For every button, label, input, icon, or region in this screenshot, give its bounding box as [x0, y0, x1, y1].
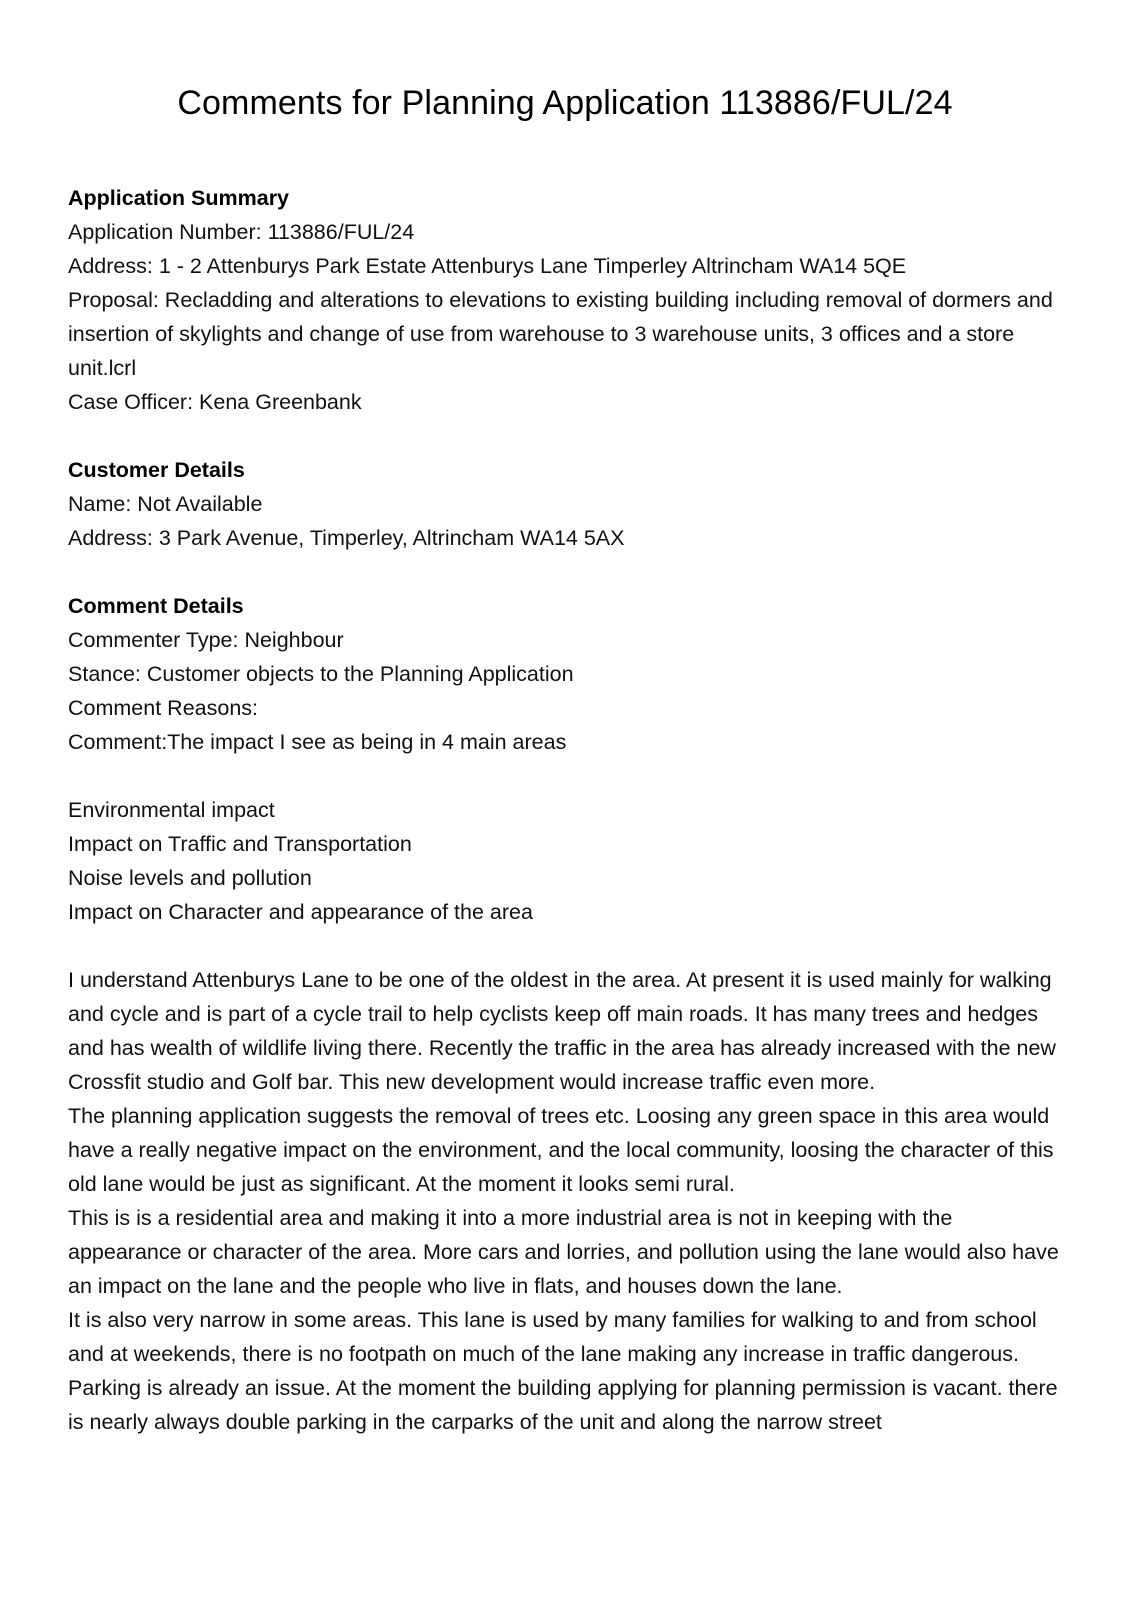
section-spacer [68, 555, 1062, 589]
comment-paragraph: The planning application suggests the removal of trees etc. Loosing any green space in this area would have a really negative impact on the environment, and the local community, loosing the character of this old lane would be just as significant. At the moment it looks semi rural. [68, 1104, 1054, 1196]
document-title: Comments for Planning Application 113886/FUL/24 [177, 84, 953, 122]
paragraph-spacer [68, 929, 1062, 963]
customer-details-heading: Customer Details [68, 458, 245, 482]
application-number: Application Number: 113886/FUL/24 [68, 220, 415, 244]
paragraph-spacer [68, 759, 1062, 793]
comment-body [68, 963, 1062, 1439]
document-body [68, 181, 1062, 1439]
comment-intro: Comment:The impact I see as being in 4 main areas [68, 730, 567, 754]
application-proposal: Proposal: Recladding and alterations to elevations to existing building including removal of dormers and insertion of skylights and change of use from warehouse to 3 warehouse units, 3 offices and a store unit.lcrl [68, 288, 1053, 380]
customer-name: Name: Not Available [68, 492, 263, 516]
application-summary-heading: Application Summary [68, 186, 290, 210]
application-summary-section [68, 181, 1062, 419]
customer-details-section [68, 453, 1062, 555]
impact-areas-list [68, 793, 1062, 929]
comment-stance: Stance: Customer objects to the Planning Application [68, 662, 574, 686]
comment-details-section [68, 589, 1062, 1439]
customer-address: Address: 3 Park Avenue, Timperley, Altrincham WA14 5AX [68, 526, 625, 550]
comment-paragraph: Parking is already an issue. At the moment the building applying for planning permission is vacant. there is nearly always double parking in the carparks of the unit and along the narrow street [68, 1376, 1058, 1434]
section-spacer [68, 419, 1062, 453]
impact-area-item: Noise levels and pollution [68, 866, 312, 890]
commenter-type: Commenter Type: Neighbour [68, 628, 344, 652]
comment-paragraph: It is also very narrow in some areas. This lane is used by many families for walking to and from school and at weekends, there is no footpath on much of the lane making any increase in traffic dangerous. [68, 1308, 1037, 1366]
comment-details-heading: Comment Details [68, 594, 244, 618]
comment-paragraph: I understand Attenburys Lane to be one of the oldest in the area. At present it is used mainly for walking and cycle and is part of a cycle trail to help cyclists keep off main roads. It has many trees and hedges and has wealth of wildlife living there. Recently the traffic in the area has already increased with the new Crossfit studio and Golf bar. This new development would increase traffic even more. [68, 968, 1056, 1094]
case-officer: Case Officer: Kena Greenbank [68, 390, 362, 414]
impact-area-item: Impact on Character and appearance of the area [68, 900, 533, 924]
application-address: Address: 1 - 2 Attenburys Park Estate Attenburys Lane Timperley Altrincham WA14 5QE [68, 254, 907, 278]
impact-area-item: Impact on Traffic and Transportation [68, 832, 412, 856]
impact-area-item: Environmental impact [68, 798, 275, 822]
comment-reasons: Comment Reasons: [68, 696, 258, 720]
comment-paragraph: This is is a residential area and making it into a more industrial area is not in keeping with the appearance or character of the area. More cars and lorries, and pollution using the lane would also have an impact on the lane and the people who live in flats, and houses down the lane. [68, 1206, 1059, 1298]
